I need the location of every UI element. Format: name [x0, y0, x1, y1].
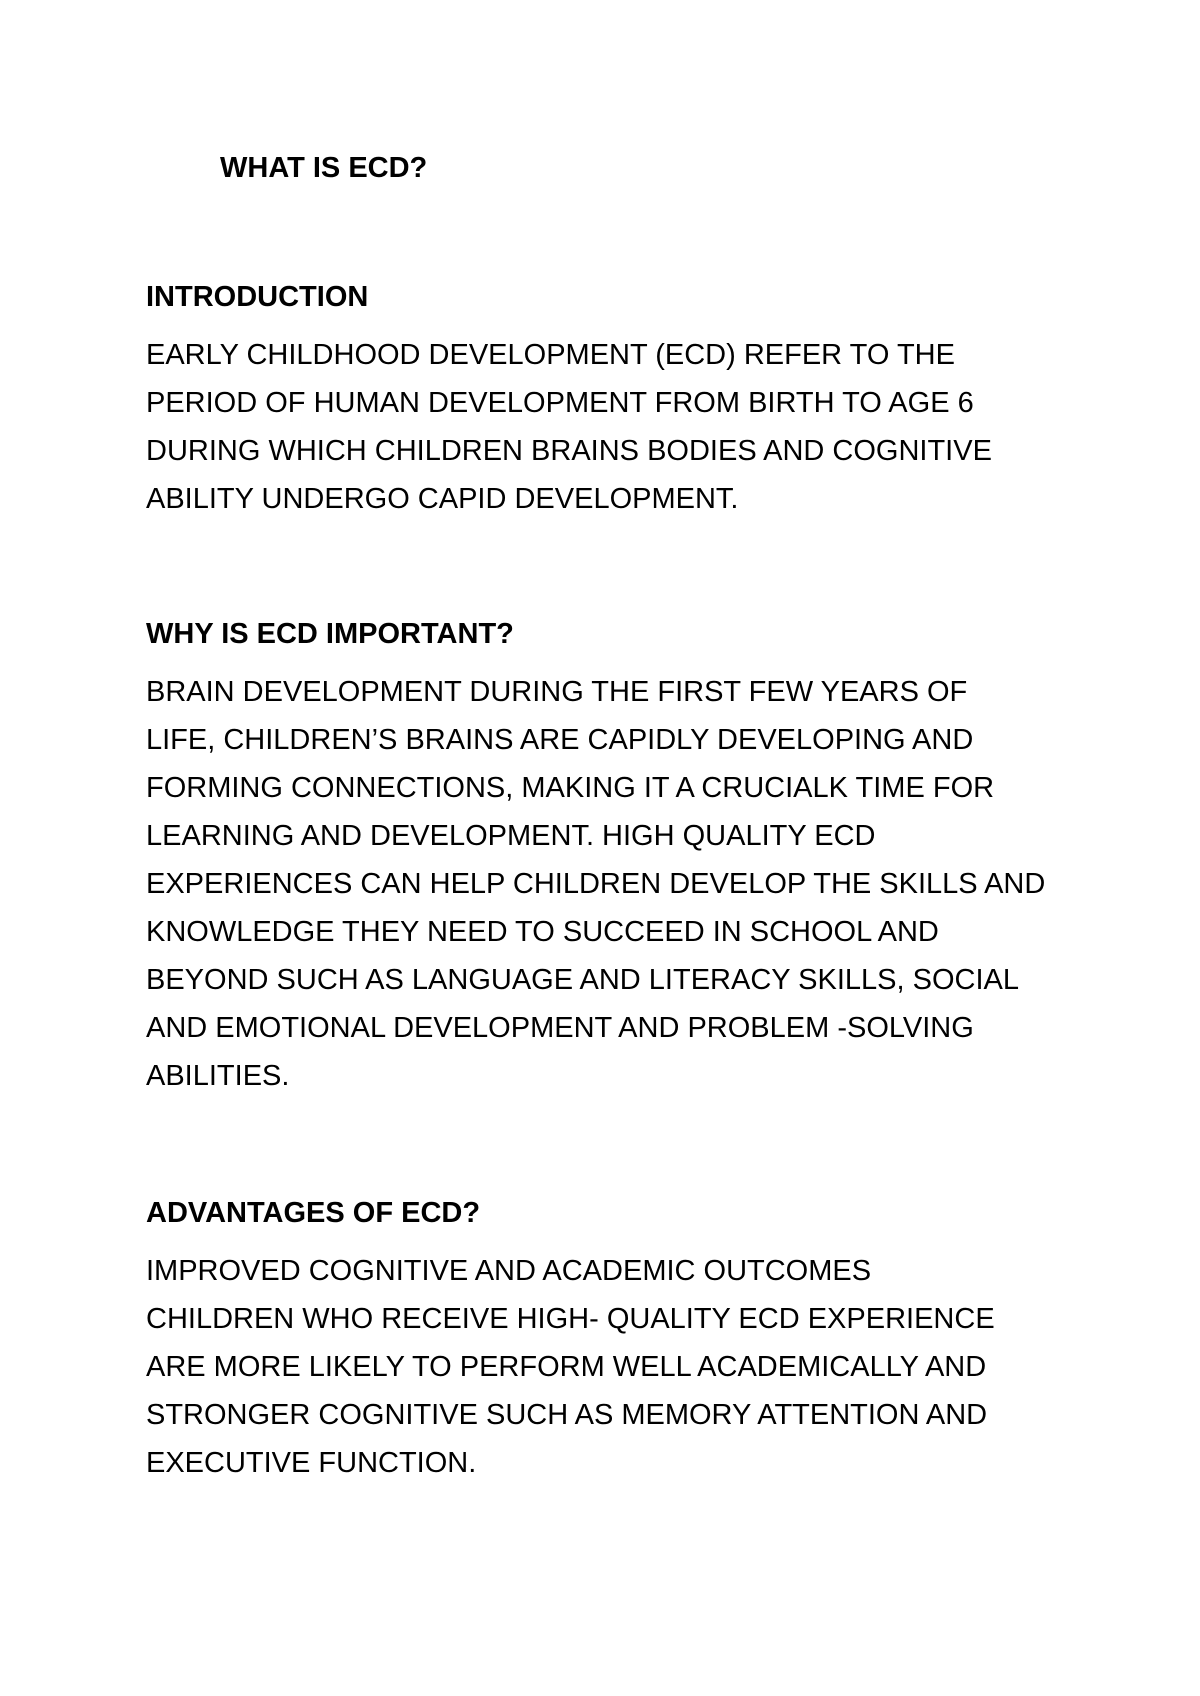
section-why-important — [146, 614, 1066, 1100]
section-body-why-important: BRAIN DEVELOPMENT DURING THE FIRST FEW YEARS OF LIFE, CHILDREN’S BRAINS ARE CAPIDLY DEVELOPING AND FORMING CONNECTIONS, MAKING IT A CRUCIALK TIME FOR LEARNING AND DEVELOPMENT. HIGH QUALITY ECD EXPERIENCES CAN HELP CHILDREN DEVELOP THE SKILLS AND KNOWLEDGE THEY NEED TO SUCCEED IN SCHOOL AND BEYOND SUCH AS LANGUAGE AND LITERACY SKILLS, SOCIAL AND EMOTIONAL DEVELOPMENT AND PROBLEM -SOLVING ABILITIES. — [146, 676, 1046, 1092]
section-introduction — [146, 277, 1066, 523]
section-heading-why-important: WHY IS ECD IMPORTANT? — [146, 618, 514, 650]
section-body-advantages: IMPROVED COGNITIVE AND ACADEMIC OUTCOMES CHILDREN WHO RECEIVE HIGH- QUALITY ECD EXPERIENCE ARE MORE LIKELY TO PERFORM WELL ACADEMICALLY AND STRONGER COGNITIVE SUCH AS MEMORY ATTENTION AND EXECUTIVE FUNCTION. — [146, 1255, 995, 1479]
section-advantages — [146, 1193, 1066, 1487]
document-title: WHAT IS ECD? — [220, 152, 428, 184]
section-heading-advantages: ADVANTAGES OF ECD? — [146, 1197, 481, 1229]
section-heading-introduction: INTRODUCTION — [146, 281, 369, 313]
section-body-introduction: EARLY CHILDHOOD DEVELOPMENT (ECD) REFER TO THE PERIOD OF HUMAN DEVELOPMENT FROM BIRTH TO AGE 6 DURING WHICH CHILDREN BRAINS BODIES AND COGNITIVE ABILITY UNDERGO CAPID DEVELOPMENT. — [146, 339, 992, 515]
